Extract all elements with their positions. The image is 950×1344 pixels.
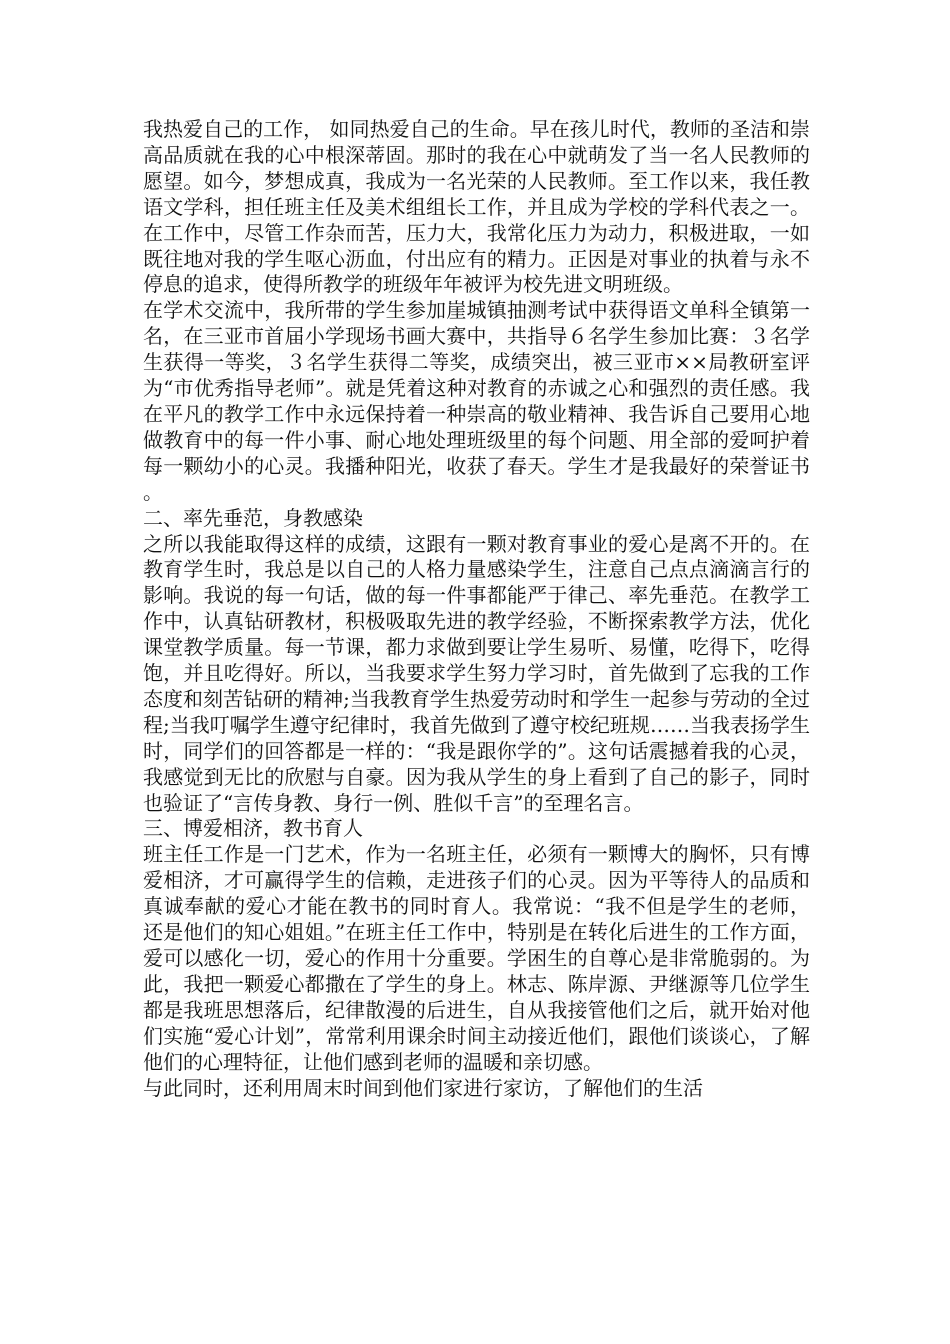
paragraph-home-visits: 与此同时，还利用周末时间到他们家进行家访，了解他们的生活: [143, 1075, 703, 1100]
paragraph-lead-by-example: 之所以我能取得这样的成绩，这跟有一颗对教育事业的爱心是离不开的。在教育学生时，我总是以自己的人格力量感染学生，注意自己点点滴滴言行的影响。我说的每一句话，做的每一件事都能严于律己、率先垂范。在教学工作中，认真钻研教材，积极吸取先进的教学经验，不断探索教学方法，优化课堂教学质量。每一节课，都力求做到要让学生易听、易懂，吃得下，吃得饱，并且吃得好。所以，当我要求学生努力学习时，首先做到了忘我的工作态度和刻苦钻研的精神;当我教育学生热爱劳动时和学生一起参与劳动的全过程;当我叮嘱学生遵守纪律时，我首先做到了遵守校纪班规……当我表扬学生时，同学们的回答都是一样的：“我是跟你学的”。这句话震撼着我的心灵，我感觉到无比的欣慰与自豪。因为我从学生的身上看到了自己的影子，同时也验证了“言传身教、身行一例、胜似千言”的至理名言。: [143, 531, 810, 815]
document-body: [143, 117, 810, 1101]
section-heading-2: 二、率先垂范，身教感染: [143, 505, 363, 530]
paragraph-intro: 我热爱自己的工作， 如同热爱自己的生命。早在孩儿时代，教师的圣洁和崇高品质就在我的心中根深蒂固。那时的我在心中就萌发了当一名人民教师的愿望。如今，梦想成真，我成为一名光荣的人民教师。至工作以来，我任教语文学科，担任班主任及美术组组长工作，并且成为学校的学科代表之一。在工作中，尽管工作杂而苦，压力大，我常化压力为动力，积极进取，一如既往地对我的学生呕心沥血，付出应有的精力。正因是对事业的执着与永不停息的追求，使得所教学的班级年年被评为校先进文明班级。: [143, 117, 810, 297]
section-heading-3: 三、博爱相济，教书育人: [143, 816, 363, 841]
paragraph-universal-love: 班主任工作是一门艺术，作为一名班主任，必须有一颗博大的胸怀，只有博爱相济，才可赢得学生的信赖，走进孩子们的心灵。因为平等待人的品质和真诚奉献的爱心才能在教书的同时育人。我常说：“我不但是学生的老师，还是他们的知心姐姐。”在班主任工作中，特别是在转化后进生的工作方面，爱可以感化一切，爱心的作用十分重要。学困生的自尊心是非常脆弱的。为此，我把一颗爱心都撒在了学生的身上。林志、陈岸源、尹继源等几位学生都是我班思想落后，纪律散漫的后进生，自从我接管他们之后，就开始对他们实施“爱心计划”，常常利用课余时间主动接近他们，跟他们谈谈心，了解他们的心理特征，让他们感到老师的温暖和亲切感。: [143, 842, 810, 1074]
paragraph-achievements: 在学术交流中，我所带的学生参加崖城镇抽测考试中获得语文单科全镇第一名，在三亚市首届小学现场书画大赛中，共指导６名学生参加比赛：３名学生获得一等奖，３名学生获得二等奖，成绩突出，被三亚市××局教研室评为“市优秀指导老师”。就是凭着这种对教育的赤诚之心和强烈的责任感。我在平凡的教学工作中永远保持着一种崇高的敬业精神、我告诉自己要用心地做教育中的每一件小事、耐心地处理班级里的每个问题、用全部的爱呵护着每一颗幼小的心灵。我播种阳光，收获了春天。学生才是我最好的荣誉证书。: [143, 298, 810, 504]
